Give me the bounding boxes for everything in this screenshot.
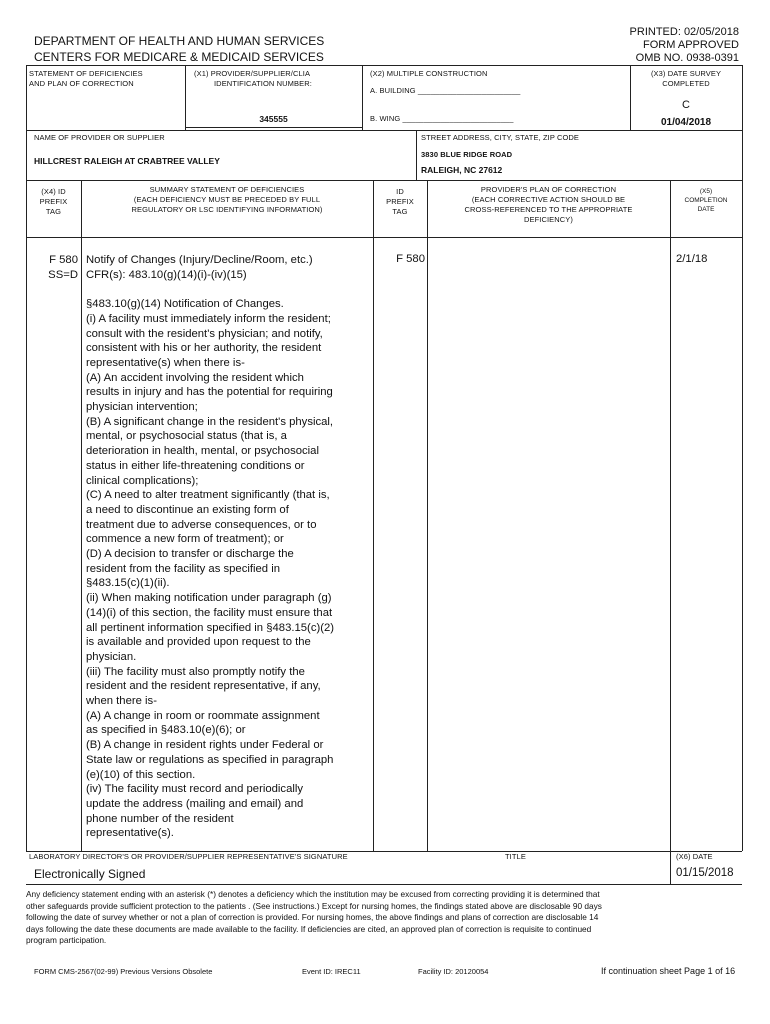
deficiency-tag bbox=[26, 253, 78, 282]
deficiency-line: deterioration in health, mental, or psychosocial bbox=[86, 445, 319, 458]
form-meta bbox=[630, 26, 739, 65]
department-name: DEPARTMENT OF HEALTH AND HUMAN SERVICES bbox=[34, 34, 325, 48]
deficiency-line: Notify of Changes (Injury/Decline/Room, etc.) bbox=[86, 254, 313, 266]
deficiency-line: §483.15(c)(1)(ii). bbox=[86, 577, 170, 590]
id-header-line: PREFIX bbox=[386, 197, 414, 206]
deficiency-line: treatment due to adverse consequences, or to bbox=[86, 518, 317, 531]
street-address: 3830 BLUE RIDGE ROAD bbox=[421, 150, 513, 159]
deficiency-line: (D) A decision to transfer or discharge the bbox=[86, 548, 294, 561]
deficiency-line: (ii) When making notification under paragraph (g) bbox=[86, 592, 332, 605]
deficiency-line: resident from the facility as specified in bbox=[86, 562, 281, 575]
agency-header bbox=[34, 33, 324, 65]
x3-label-line: COMPLETED bbox=[662, 79, 710, 88]
deficiency-text bbox=[86, 253, 370, 841]
deficiency-line bbox=[86, 282, 370, 297]
rule bbox=[26, 65, 742, 66]
provider-id-number: 345555 bbox=[259, 114, 288, 124]
deficiency-line: mental, or psychosocial status (that is, a bbox=[86, 430, 287, 443]
disclaimer bbox=[26, 889, 742, 947]
survey-completed-date: 01/04/2018 bbox=[660, 117, 712, 128]
statement-label bbox=[29, 69, 143, 89]
summary-header-line: REGULATORY OR LSC IDENTIFYING INFORMATION) bbox=[131, 205, 323, 214]
printed-date: PRINTED: 02/05/2018 bbox=[629, 26, 739, 38]
completion-date: 2/1/18 bbox=[676, 253, 708, 265]
deficiency-line: representative(s) when there is- bbox=[86, 356, 245, 369]
deficiency-line: (C) A need to alter treatment significantly (that is, bbox=[86, 489, 330, 502]
rule bbox=[670, 851, 671, 884]
disclaimer-line: days following the date these documents are made available to the facility. If deficiencies are cited, an approved plan of correction is requisite to continued bbox=[26, 923, 592, 934]
deficiency-line: CFR(s): 483.10(g)(14)(i)-(iv)(15) bbox=[86, 268, 247, 281]
plan-header bbox=[427, 185, 670, 225]
rule bbox=[416, 130, 417, 180]
disclaimer-line: other safeguards provide sufficient protection to the patients . (See instructions.) Except for nursing homes, the findings stated above are disclosable 90 days bbox=[26, 900, 602, 911]
rule bbox=[26, 237, 742, 238]
omb-number: OMB NO. 0938-0391 bbox=[635, 52, 739, 64]
deficiency-line: as specified in §483.10(e)(6); or bbox=[86, 724, 246, 737]
summary-header-line: (EACH DEFICIENCY MUST BE PRECEDED BY FULL bbox=[133, 195, 321, 204]
rule bbox=[26, 884, 742, 885]
deficiency-line: clinical complications); bbox=[86, 474, 199, 487]
deficiency-line: (iii) The facility must also promptly notify the bbox=[86, 665, 305, 678]
x1-label-line: (X1) PROVIDER/SUPPLIER/CLIA bbox=[194, 69, 311, 78]
deficiency-line: (B) A change in resident rights under Federal or bbox=[86, 739, 324, 752]
x3-label-line: (X3) DATE SURVEY bbox=[650, 69, 722, 78]
facility-id: Facility ID: 20120054 bbox=[418, 967, 489, 976]
rule bbox=[81, 180, 82, 851]
provider-name-label: NAME OF PROVIDER OR SUPPLIER bbox=[34, 133, 165, 142]
id-header bbox=[373, 187, 427, 217]
deficiency-line: commence a new form of treatment); or bbox=[86, 533, 284, 546]
x4-header-line: PREFIX bbox=[39, 197, 68, 206]
deficiency-line: (B) A significant change in the resident's physical, bbox=[86, 415, 334, 428]
deficiency-line: (14)(i) of this section, the facility must ensure that bbox=[86, 606, 333, 619]
x5-header-line: DATE bbox=[697, 206, 715, 213]
signature-label: LABORATORY DIRECTOR'S OR PROVIDER/SUPPLIER REPRESENTATIVE'S SIGNATURE bbox=[29, 852, 348, 861]
centers-name: CENTERS FOR MEDICARE & MEDICAID SERVICES bbox=[34, 50, 324, 64]
rule bbox=[670, 180, 671, 851]
building-label: A. BUILDING ________________________ bbox=[370, 86, 521, 95]
rule bbox=[427, 180, 428, 851]
deficiency-line: phone number of the resident bbox=[86, 812, 234, 825]
deficiency-line: (A) An accident involving the resident which bbox=[86, 371, 304, 384]
tag-prefix: F 580 bbox=[49, 254, 78, 266]
survey-code: C bbox=[682, 99, 690, 111]
disclaimer-line: following the date of survey whether or not a plan of correction is provided. For nursing homes, the above findings and plans of correction are disclosable 14 bbox=[26, 912, 599, 923]
plan-header-line: PROVIDER'S PLAN OF CORRECTION bbox=[480, 185, 617, 194]
deficiency-line: (A) A change in room or roommate assignment bbox=[86, 709, 320, 722]
address-label: STREET ADDRESS, CITY, STATE, ZIP CODE bbox=[421, 133, 580, 142]
deficiency-line: status in either life-threatening conditions or bbox=[86, 459, 305, 472]
deficiency-line: update the address (mailing and email) and bbox=[86, 798, 304, 810]
x3-label bbox=[630, 69, 742, 89]
deficiency-line: is available and provided upon request to the bbox=[86, 636, 311, 649]
x2-label: (X2) MULTIPLE CONSTRUCTION bbox=[370, 69, 488, 78]
deficiency-line: when there is- bbox=[86, 695, 157, 708]
deficiency-line: resident and the resident representative, if any, bbox=[86, 680, 321, 693]
disclaimer-line: Any deficiency statement ending with an asterisk (*) denotes a deficiency which the institution may be excused from correcting providing it is determined that bbox=[26, 889, 600, 899]
deficiency-line: results in injury and has the potential for requiring bbox=[86, 386, 333, 399]
rule bbox=[26, 130, 742, 131]
deficiency-line: (iv) The facility must record and periodically bbox=[86, 783, 304, 796]
deficiency-line: consult with the resident's physician; and notify, bbox=[86, 327, 323, 340]
rule bbox=[362, 65, 363, 130]
statement-label-line: STATEMENT OF DEFICIENCIES bbox=[29, 69, 143, 78]
x1-label-line: IDENTIFICATION NUMBER: bbox=[214, 79, 312, 88]
title-label: TITLE bbox=[505, 852, 526, 861]
form-number: FORM CMS-2567(02-99) Previous Versions Obsolete bbox=[34, 967, 213, 976]
event-id: Event ID: IREC11 bbox=[302, 967, 361, 976]
rule bbox=[185, 127, 362, 128]
deficiency-line: physician intervention; bbox=[86, 401, 198, 414]
plan-header-line: (EACH CORRECTIVE ACTION SHOULD BE bbox=[471, 195, 626, 204]
statement-label-line: AND PLAN OF CORRECTION bbox=[29, 79, 134, 88]
deficiency-line: physician. bbox=[86, 650, 137, 663]
deficiency-line: §483.10(g)(14) Notification of Changes. bbox=[86, 298, 284, 311]
x4-header-line: (X4) ID bbox=[41, 187, 66, 196]
form-approved: FORM APPROVED bbox=[643, 39, 739, 51]
deficiency-line: (i) A facility must immediately inform the resident; bbox=[86, 312, 331, 325]
x5-header bbox=[670, 187, 742, 214]
scope-severity: SS=D bbox=[48, 268, 78, 281]
deficiency-line: consistent with his or her authority, the resident bbox=[86, 342, 322, 355]
disclaimer-line: program participation. bbox=[26, 935, 107, 946]
signature-date: 01/15/2018 bbox=[676, 867, 734, 879]
page-indicator: If continuation sheet Page 1 of 16 bbox=[601, 966, 736, 976]
x5-header-line: COMPLETION bbox=[684, 197, 728, 204]
plan-header-line: CROSS-REFERENCED TO THE APPROPRIATE bbox=[464, 205, 633, 214]
rule bbox=[26, 65, 27, 851]
signature-value: Electronically Signed bbox=[34, 867, 146, 881]
rule bbox=[373, 180, 374, 851]
deficiency-line: State law or regulations as specified in paragraph bbox=[86, 753, 334, 766]
x1-label bbox=[194, 69, 312, 89]
summary-header-line: SUMMARY STATEMENT OF DEFICIENCIES bbox=[149, 185, 305, 194]
deficiency-line: all pertinent information specified in §483.15(c)(2) bbox=[86, 621, 335, 634]
deficiency-line: a need to discontinue an existing form of bbox=[86, 503, 289, 516]
deficiency-line: (e)(10) of this section. bbox=[86, 768, 196, 781]
rule bbox=[26, 180, 742, 181]
plan-tag: F 580 bbox=[396, 253, 425, 265]
wing-label: B. WING __________________________ bbox=[370, 114, 514, 123]
x4-header-line: TAG bbox=[45, 207, 62, 216]
deficiency-line: representative(s). bbox=[86, 827, 174, 840]
plan-header-line: DEFICIENCY) bbox=[523, 215, 574, 224]
id-header-line: ID bbox=[396, 187, 404, 196]
x5-header-line: (X5) bbox=[699, 188, 713, 195]
x4-header bbox=[26, 187, 81, 217]
summary-header bbox=[81, 185, 373, 215]
signature-date-label: (X6) DATE bbox=[676, 852, 713, 861]
provider-name: HILLCREST RALEIGH AT CRABTREE VALLEY bbox=[34, 156, 220, 166]
rule bbox=[742, 65, 743, 851]
city-state-zip: RALEIGH, NC 27612 bbox=[421, 165, 503, 175]
id-header-line: TAG bbox=[392, 207, 408, 216]
